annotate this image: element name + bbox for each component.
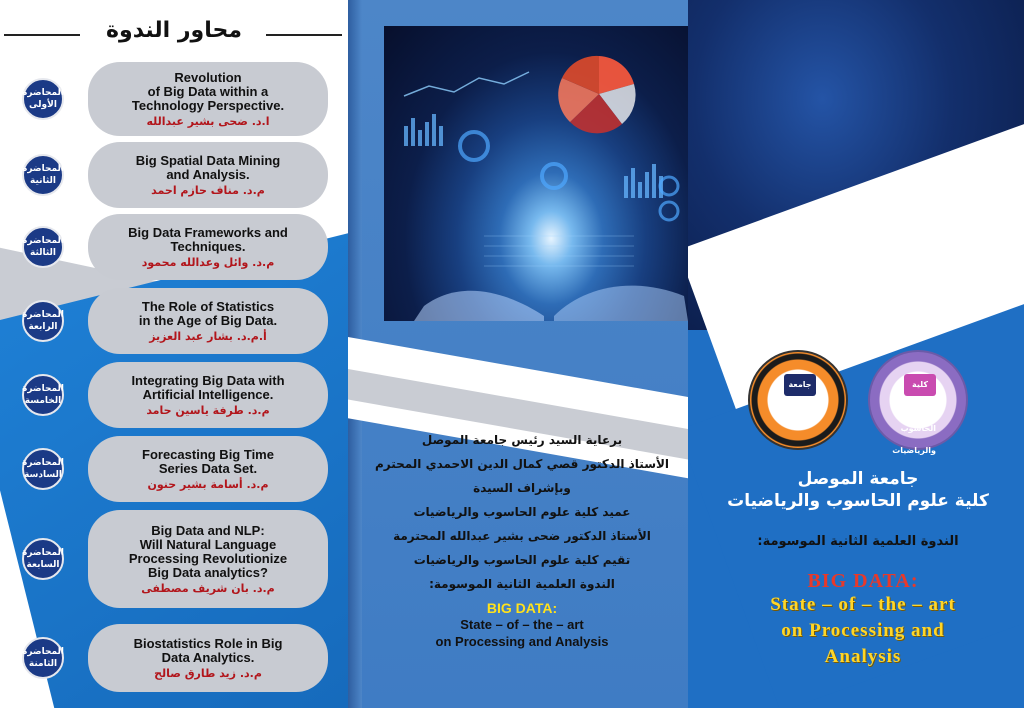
college-name: كلية علوم الحاسوب والرياضيات bbox=[727, 491, 989, 511]
middle-panel bbox=[348, 0, 688, 708]
gauge-graphic bbox=[460, 132, 488, 160]
lecture-pill bbox=[88, 62, 328, 136]
lecture-title: Biostatistics Role in Big Data Analytics. bbox=[133, 635, 283, 665]
lecture-item-1 bbox=[0, 62, 348, 136]
lecture-pill bbox=[88, 362, 328, 428]
lecture-speaker: م.د. زيد طارق صالح bbox=[154, 666, 262, 680]
lecture-title: Big Spatial Data Mining and Analysis. bbox=[135, 152, 281, 182]
hand-left-graphic bbox=[414, 291, 544, 321]
lecture-pill bbox=[88, 624, 328, 692]
line-graph-graphic bbox=[404, 72, 529, 96]
lecture-title: Revolution of Big Data within a Technology Perspective. bbox=[131, 69, 285, 113]
patron-line: وبإشراف السيدة bbox=[473, 481, 571, 495]
patron-line: برعاية السيد رئيس جامعة الموصل bbox=[421, 433, 623, 447]
lecture-item-3 bbox=[0, 214, 348, 280]
lecture-speaker: م.د. مناف حازم احمد bbox=[151, 183, 265, 197]
lecture-title: Integrating Big Data with Artificial Intelligence. bbox=[131, 372, 285, 402]
lecture-badge: المحاضرة الأولى bbox=[22, 78, 64, 120]
cover-title-block bbox=[708, 570, 1018, 670]
seminar-subtitle-2: on Processing and Analysis bbox=[435, 634, 609, 649]
seminar-subtitle-1: State – of – the – art bbox=[460, 617, 584, 632]
lecture-title: The Role of Statistics in the Age of Big Data. bbox=[138, 298, 278, 328]
pie-chart-graphic bbox=[558, 56, 635, 133]
university-of-mosul-logo bbox=[748, 350, 848, 450]
bar-chart-graphic bbox=[404, 114, 663, 198]
lecture-item-8 bbox=[0, 624, 348, 692]
lecture-badge: المحاضرة الثالثة bbox=[22, 226, 64, 268]
lecture-pill bbox=[88, 288, 328, 354]
big-data-hands-illustration bbox=[384, 26, 688, 321]
lecture-item-6 bbox=[0, 436, 348, 502]
lecture-badge: المحاضرة الخامسة bbox=[22, 374, 64, 416]
lecture-title: Big Data Frameworks and Techniques. bbox=[128, 224, 288, 254]
mosul-logo-text: جامعة الموصل bbox=[784, 374, 816, 396]
lecture-speaker: ا.د. ضحى بشير عبدالله bbox=[146, 114, 270, 128]
lecture-speaker: م.د. بان شريف مصطفى bbox=[141, 581, 275, 595]
lecture-pill bbox=[88, 142, 328, 208]
title-rule-right bbox=[266, 34, 342, 36]
patron-line: الندوة العلمية الثانية الموسومة: bbox=[429, 577, 615, 591]
lecture-item-2 bbox=[0, 142, 348, 208]
lecture-speaker: أ.م.د. بشار عبد العزيز bbox=[149, 329, 267, 343]
cover-subtitle-2: on Processing and bbox=[781, 620, 945, 641]
lecture-title: Big Data and NLP: Will Natural Language Processing Revolutionize Big Data analytics? bbox=[128, 522, 288, 580]
lecture-pill bbox=[88, 510, 328, 608]
right-panel bbox=[688, 0, 1024, 708]
lecture-item-7 bbox=[0, 510, 348, 608]
patron-line: تقيم كلية علوم الحاسوب والرياضيات bbox=[413, 553, 631, 567]
gauge-graphic bbox=[542, 164, 566, 188]
college-logo bbox=[868, 350, 968, 455]
left-panel bbox=[0, 0, 348, 708]
lecture-badge: المحاضرة الثانية bbox=[22, 154, 64, 196]
dashboard-graphics bbox=[384, 26, 688, 321]
gauge-graphic bbox=[660, 202, 678, 220]
patron-line: الأستاذ الدكتور قصي كمال الدين الاحمدي المحترم bbox=[374, 457, 670, 471]
patron-line: عميد كلية علوم الحاسوب والرياضيات bbox=[413, 505, 631, 519]
hand-right-graphic bbox=[554, 286, 688, 321]
institution-block bbox=[708, 468, 1008, 512]
patronage-block bbox=[362, 428, 682, 650]
cover-subtitle-1: State – of – the – art bbox=[770, 594, 956, 615]
title-rule-left bbox=[4, 34, 80, 36]
lecture-speaker: م.د. وائل وعدالله محمود bbox=[141, 255, 275, 269]
data-grid-graphic bbox=[484, 236, 634, 266]
cover-title: BIG DATA: bbox=[807, 570, 919, 592]
seminar-title: BIG DATA: bbox=[486, 600, 558, 616]
lecture-item-4 bbox=[0, 288, 348, 354]
lecture-badge: المحاضرة السابعة bbox=[22, 538, 64, 580]
lecture-badge: المحاضرة الثامنة bbox=[22, 637, 64, 679]
seminar-label: الندوة العلمية الثانية الموسومة: bbox=[757, 534, 959, 549]
college-logo-text: كلية علوم الحاسوب والرياضيات bbox=[904, 374, 936, 396]
lecture-badge: المحاضرة السادسة bbox=[22, 448, 64, 490]
section-title-text: محاور الندوة bbox=[106, 18, 242, 43]
section-title bbox=[0, 18, 348, 48]
lecture-pill bbox=[88, 214, 328, 280]
cover-subtitle-3: Analysis bbox=[824, 646, 902, 667]
lecture-speaker: م.د. أسامة بشير حنون bbox=[147, 477, 269, 491]
lecture-speaker: م.د. طرفة ياسين حامد bbox=[146, 403, 270, 417]
lecture-badge: المحاضرة الرابعة bbox=[22, 300, 64, 342]
lecture-pill bbox=[88, 436, 328, 502]
lecture-title: Forecasting Big Time Series Data Set. bbox=[142, 446, 274, 476]
lecture-item-5 bbox=[0, 362, 348, 428]
university-name: جامعة الموصل bbox=[797, 469, 919, 489]
patron-line: الأستاذ الدكتور ضحى بشير عبدالله المحترمة bbox=[393, 529, 651, 543]
